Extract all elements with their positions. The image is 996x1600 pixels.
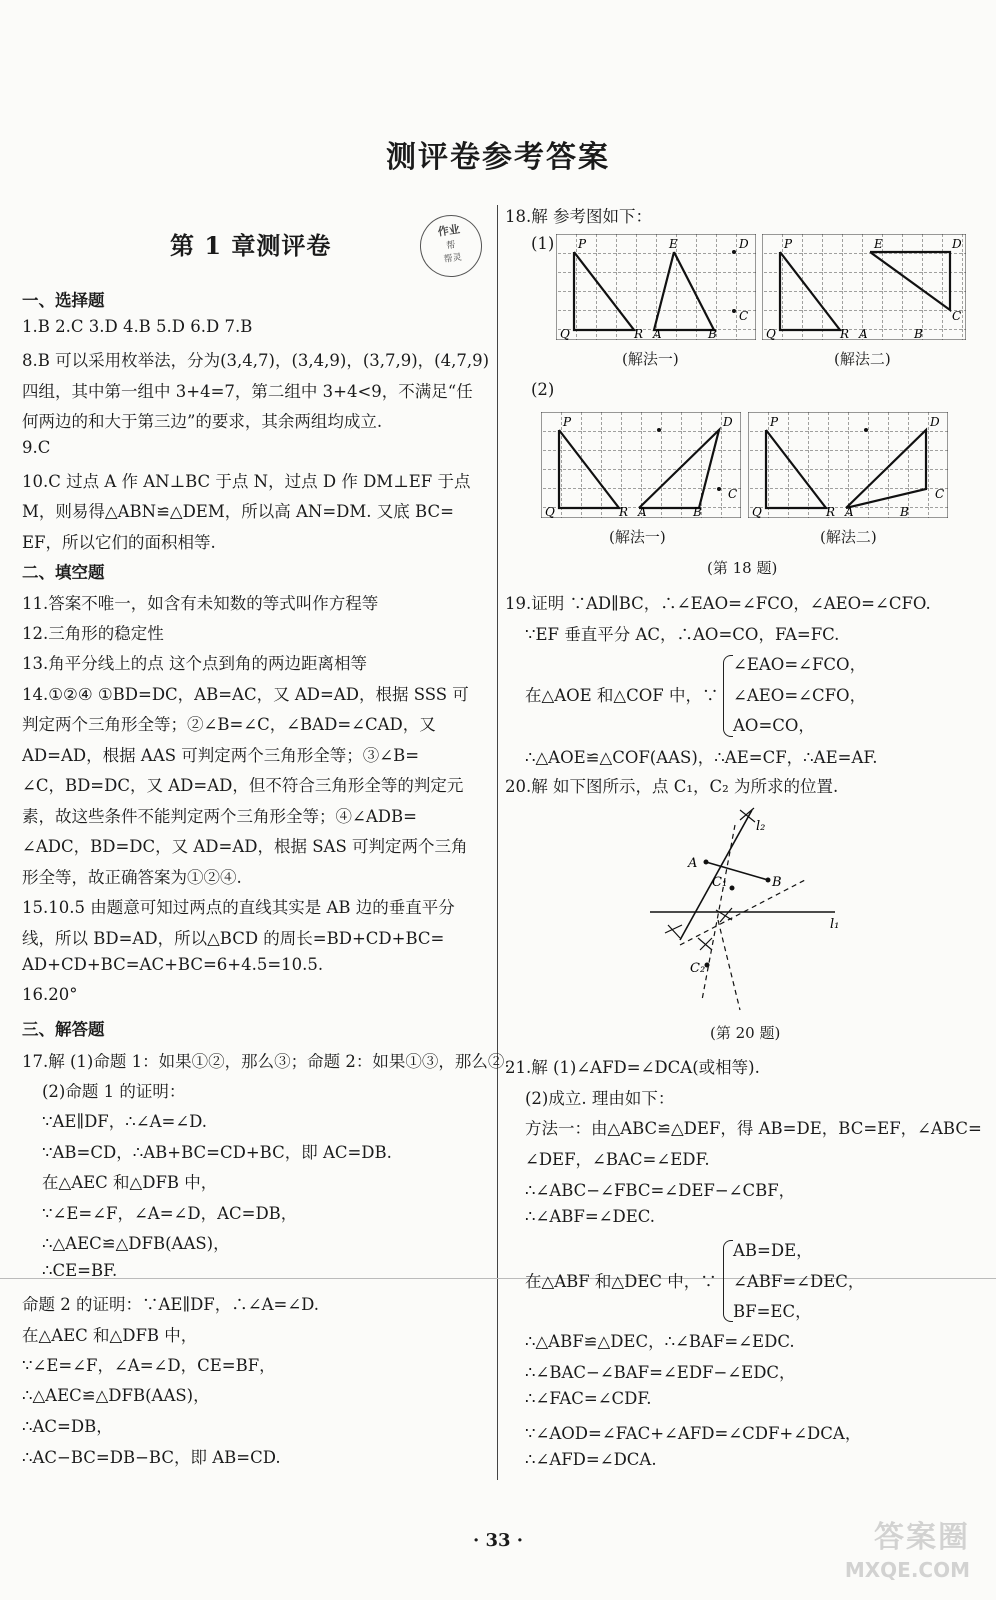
label-B: B	[914, 327, 923, 340]
left-line: 17.解 (1)命题 1：如果①②，那么③；命题 2：如果①③，那么②.	[22, 1052, 510, 1071]
label-P: P	[563, 415, 572, 429]
label-E: E	[874, 237, 883, 251]
q19-line1: 19.证明 ∵AD∥BC，∴∠EAO=∠FCO，∠AEO=∠CFO.	[505, 594, 931, 613]
left-line: 16.20°	[22, 985, 78, 1004]
page-title: 测评卷参考答案	[386, 140, 610, 175]
label-R: R	[619, 505, 629, 518]
left-line: EF，所以它们的面积相等.	[22, 533, 216, 552]
left-line: ∴AC=DB，	[22, 1417, 113, 1436]
label-A: A	[845, 505, 854, 518]
left-line: 10.C 过点 A 作 AN⊥BC 于点 N，过点 D 作 DM⊥EF 于点	[22, 472, 471, 491]
q19-brace	[723, 655, 733, 737]
label-D: D	[952, 237, 962, 251]
left-line: 在△AEC 和△DFB 中，	[42, 1173, 218, 1192]
left-line: ∵AE∥DF，∴∠A=∠D.	[42, 1112, 208, 1131]
q21-cond1: AB=DE，	[733, 1241, 813, 1260]
label-D: D	[739, 237, 749, 251]
left-line: 一、选择题	[22, 291, 105, 310]
q21-line10: ∵∠AOD=∠FAC+∠AFD=∠CDF+∠DCA，	[525, 1424, 862, 1443]
label-Q: Q	[766, 327, 776, 340]
q19-cond2: ∠AEO=∠CFO，	[733, 686, 867, 705]
homework-stamp: 作业 帮 帮灵	[416, 211, 486, 281]
q19-intro: 在△AOE 和△COF 中，∵	[525, 686, 719, 705]
q20-caption: (第 20 题)	[710, 1024, 781, 1042]
label-P: P	[578, 237, 587, 251]
q18-caption-method1b: (解法一)	[609, 528, 666, 546]
q20-line1: 20.解 如下图所示，点 C₁，C₂ 为所求的位置.	[505, 777, 839, 796]
q20-figure	[640, 800, 860, 1020]
left-line: 三、解答题	[22, 1020, 105, 1039]
watermark-top: 答案圈	[874, 1520, 970, 1555]
left-line: 15.10.5 由题意可知过两点的直线其实是 AB 边的垂直平分	[22, 898, 455, 917]
left-line: 二、填空题	[22, 563, 105, 582]
left-line: ∵∠E=∠F，∠A=∠D，AC=DB，	[42, 1204, 298, 1223]
q21-line9: ∴∠FAC=∠CDF.	[525, 1389, 652, 1408]
q18-caption: (第 18 题)	[707, 559, 778, 577]
q18-caption-method2a: (解法二)	[834, 350, 891, 368]
page-number: · 33 ·	[472, 1530, 524, 1551]
q18-part1: (1)	[531, 234, 555, 253]
left-line: (2)命题 1 的证明：	[42, 1082, 186, 1101]
label-R: R	[634, 327, 644, 340]
label-C2: C₂	[690, 961, 706, 976]
q18-caption-method1a: (解法一)	[622, 350, 679, 368]
left-line: 12.三角形的稳定性	[22, 624, 164, 643]
left-line: 1.B 2.C 3.D 4.B 5.D 6.D 7.B	[22, 317, 253, 336]
label-D: D	[723, 415, 733, 429]
label-Q: Q	[752, 505, 762, 518]
left-line: ∵∠E=∠F，∠A=∠D，CE=BF，	[22, 1356, 276, 1375]
left-line: ∴△AEC≌△DFB(AAS)，	[42, 1234, 230, 1253]
left-line: 何两边的和大于第三边”的要求，其余两组均成立.	[22, 412, 383, 431]
q21-cond3: BF=EC，	[733, 1302, 812, 1321]
q21-line5: ∴∠ABC−∠FBC=∠DEF−∠CBF，	[525, 1181, 796, 1200]
q18-figure-2b	[748, 412, 948, 518]
left-line: AD=AD，根据 AAS 可判定两个三角形全等；③∠B=	[22, 746, 420, 765]
left-line: 线，所以 BD=AD，所以△BCD 的周长=BD+CD+BC=	[22, 929, 445, 948]
label-A: A	[638, 505, 647, 518]
left-line: ∴AC−BC=DB−BC，即 AB=CD.	[22, 1448, 281, 1467]
left-line: 四组，其中第一组中 3+4=7，第二组中 3+4<9，不满足“任	[22, 382, 473, 401]
left-line: AD+CD+BC=AC+BC=6+4.5=10.5.	[22, 955, 324, 974]
q18-caption-method2b: (解法二)	[820, 528, 877, 546]
watermark	[830, 1512, 970, 1582]
q18-figure-1a	[556, 234, 756, 340]
column-divider	[497, 205, 498, 1480]
label-Q: Q	[560, 327, 570, 340]
label-C: C	[935, 487, 945, 501]
label-C1: C₁	[712, 875, 728, 890]
q21-cond2: ∠ABF=∠DEC，	[733, 1272, 865, 1291]
label-l1: l₁	[830, 917, 840, 932]
label-Q: Q	[545, 505, 555, 518]
label-A: A	[688, 856, 698, 871]
chapter-heading: 第 1 章测评卷	[170, 231, 332, 260]
left-line: ∴CE=BF.	[42, 1261, 118, 1280]
left-line: 形全等，故正确答案为①②④.	[22, 868, 242, 887]
left-line: 判定两个三角形全等；②∠B=∠C，∠BAD=∠CAD，又	[22, 715, 436, 734]
label-B: B	[900, 505, 909, 518]
q21-line6: ∴∠ABF=∠DEC.	[525, 1207, 656, 1226]
q18-figure-2a	[541, 412, 741, 518]
left-line: ∴△AEC≌△DFB(AAS)，	[22, 1386, 210, 1405]
q21-line4: ∠DEF，∠BAC=∠EDF.	[525, 1150, 710, 1169]
label-B: B	[693, 505, 702, 518]
label-A: A	[859, 327, 868, 340]
q19-cond1: ∠EAO=∠FCO，	[733, 655, 867, 674]
q18-head: 18.解 参考图如下：	[505, 207, 652, 226]
q19-line3: ∴△AOE≌△COF(AAS)，∴AE=CF，∴AE=AF.	[525, 748, 878, 767]
q21-line3: 方法一：由△ABC≌△DEF，得 AB=DE，BC=EF，∠ABC=	[525, 1119, 982, 1138]
q21-line8: ∴∠BAC−∠BAF=∠EDF−∠EDC，	[525, 1363, 796, 1382]
label-E: E	[669, 237, 678, 251]
q19-cond3: AO=CO，	[733, 716, 815, 735]
left-line: M，则易得△ABN≌△DEM，所以高 AN=DM. 又底 BC=	[22, 502, 454, 521]
left-line: 命题 2 的证明：∵AE∥DF，∴∠A=∠D.	[22, 1295, 320, 1314]
label-A: A	[653, 327, 662, 340]
label-C: C	[952, 309, 962, 323]
label-l2: l₂	[756, 819, 766, 834]
label-P: P	[770, 415, 779, 429]
left-line: 9.C	[22, 438, 51, 457]
q21-line7: ∴△ABF≌△DEC，∴∠BAF=∠EDC.	[525, 1332, 795, 1351]
left-line: ∠ADC，BD=DC，又 AD=AD，根据 SAS 可判定两个三角	[22, 837, 468, 856]
label-R: R	[840, 327, 850, 340]
label-R: R	[826, 505, 836, 518]
q18-part2: (2)	[531, 380, 555, 399]
q21-intro: 在△ABF 和△DEC 中，∵	[525, 1272, 717, 1291]
q21-brace	[723, 1240, 733, 1322]
q19-line2: ∵EF 垂直平分 AC，∴AO=CO，FA=FC.	[525, 625, 840, 644]
label-C: C	[739, 309, 749, 323]
watermark-bottom: MXQE.COM	[844, 1558, 970, 1582]
left-line: 14.①②④ ①BD=DC，AB=AC，又 AD=AD，根据 SSS 可	[22, 685, 469, 704]
label-P: P	[784, 237, 793, 251]
left-line: 13.角平分线上的点 这个点到角的两边距离相等	[22, 654, 367, 673]
q21-line11: ∴∠AFD=∠DCA.	[525, 1450, 657, 1469]
label-D: D	[930, 415, 940, 429]
label-B: B	[772, 875, 782, 890]
q21-line2: (2)成立. 理由如下：	[525, 1089, 675, 1108]
left-line: ∠C，BD=DC，又 AD=AD，但不符合三角形全等的判定元	[22, 776, 464, 795]
left-line: 在△AEC 和△DFB 中，	[22, 1326, 198, 1345]
left-line: 8.B 可以采用枚举法，分为(3,4,7)，(3,4,9)，(3,7,9)，(4,7,9)	[22, 351, 490, 370]
q21-line1: 21.解 (1)∠AFD=∠DCA(或相等).	[505, 1058, 760, 1077]
label-B: B	[708, 327, 717, 340]
left-line: 11.答案不唯一，如含有未知数的等式叫作方程等	[22, 594, 379, 613]
left-line: ∵AB=CD，∴AB+BC=CD+BC，即 AC=DB.	[42, 1143, 392, 1162]
left-line: 素，故这些条件不能判定两个三角形全等；④∠ADB=	[22, 807, 417, 826]
label-C: C	[728, 487, 738, 501]
q18-figure-1b	[762, 234, 966, 340]
